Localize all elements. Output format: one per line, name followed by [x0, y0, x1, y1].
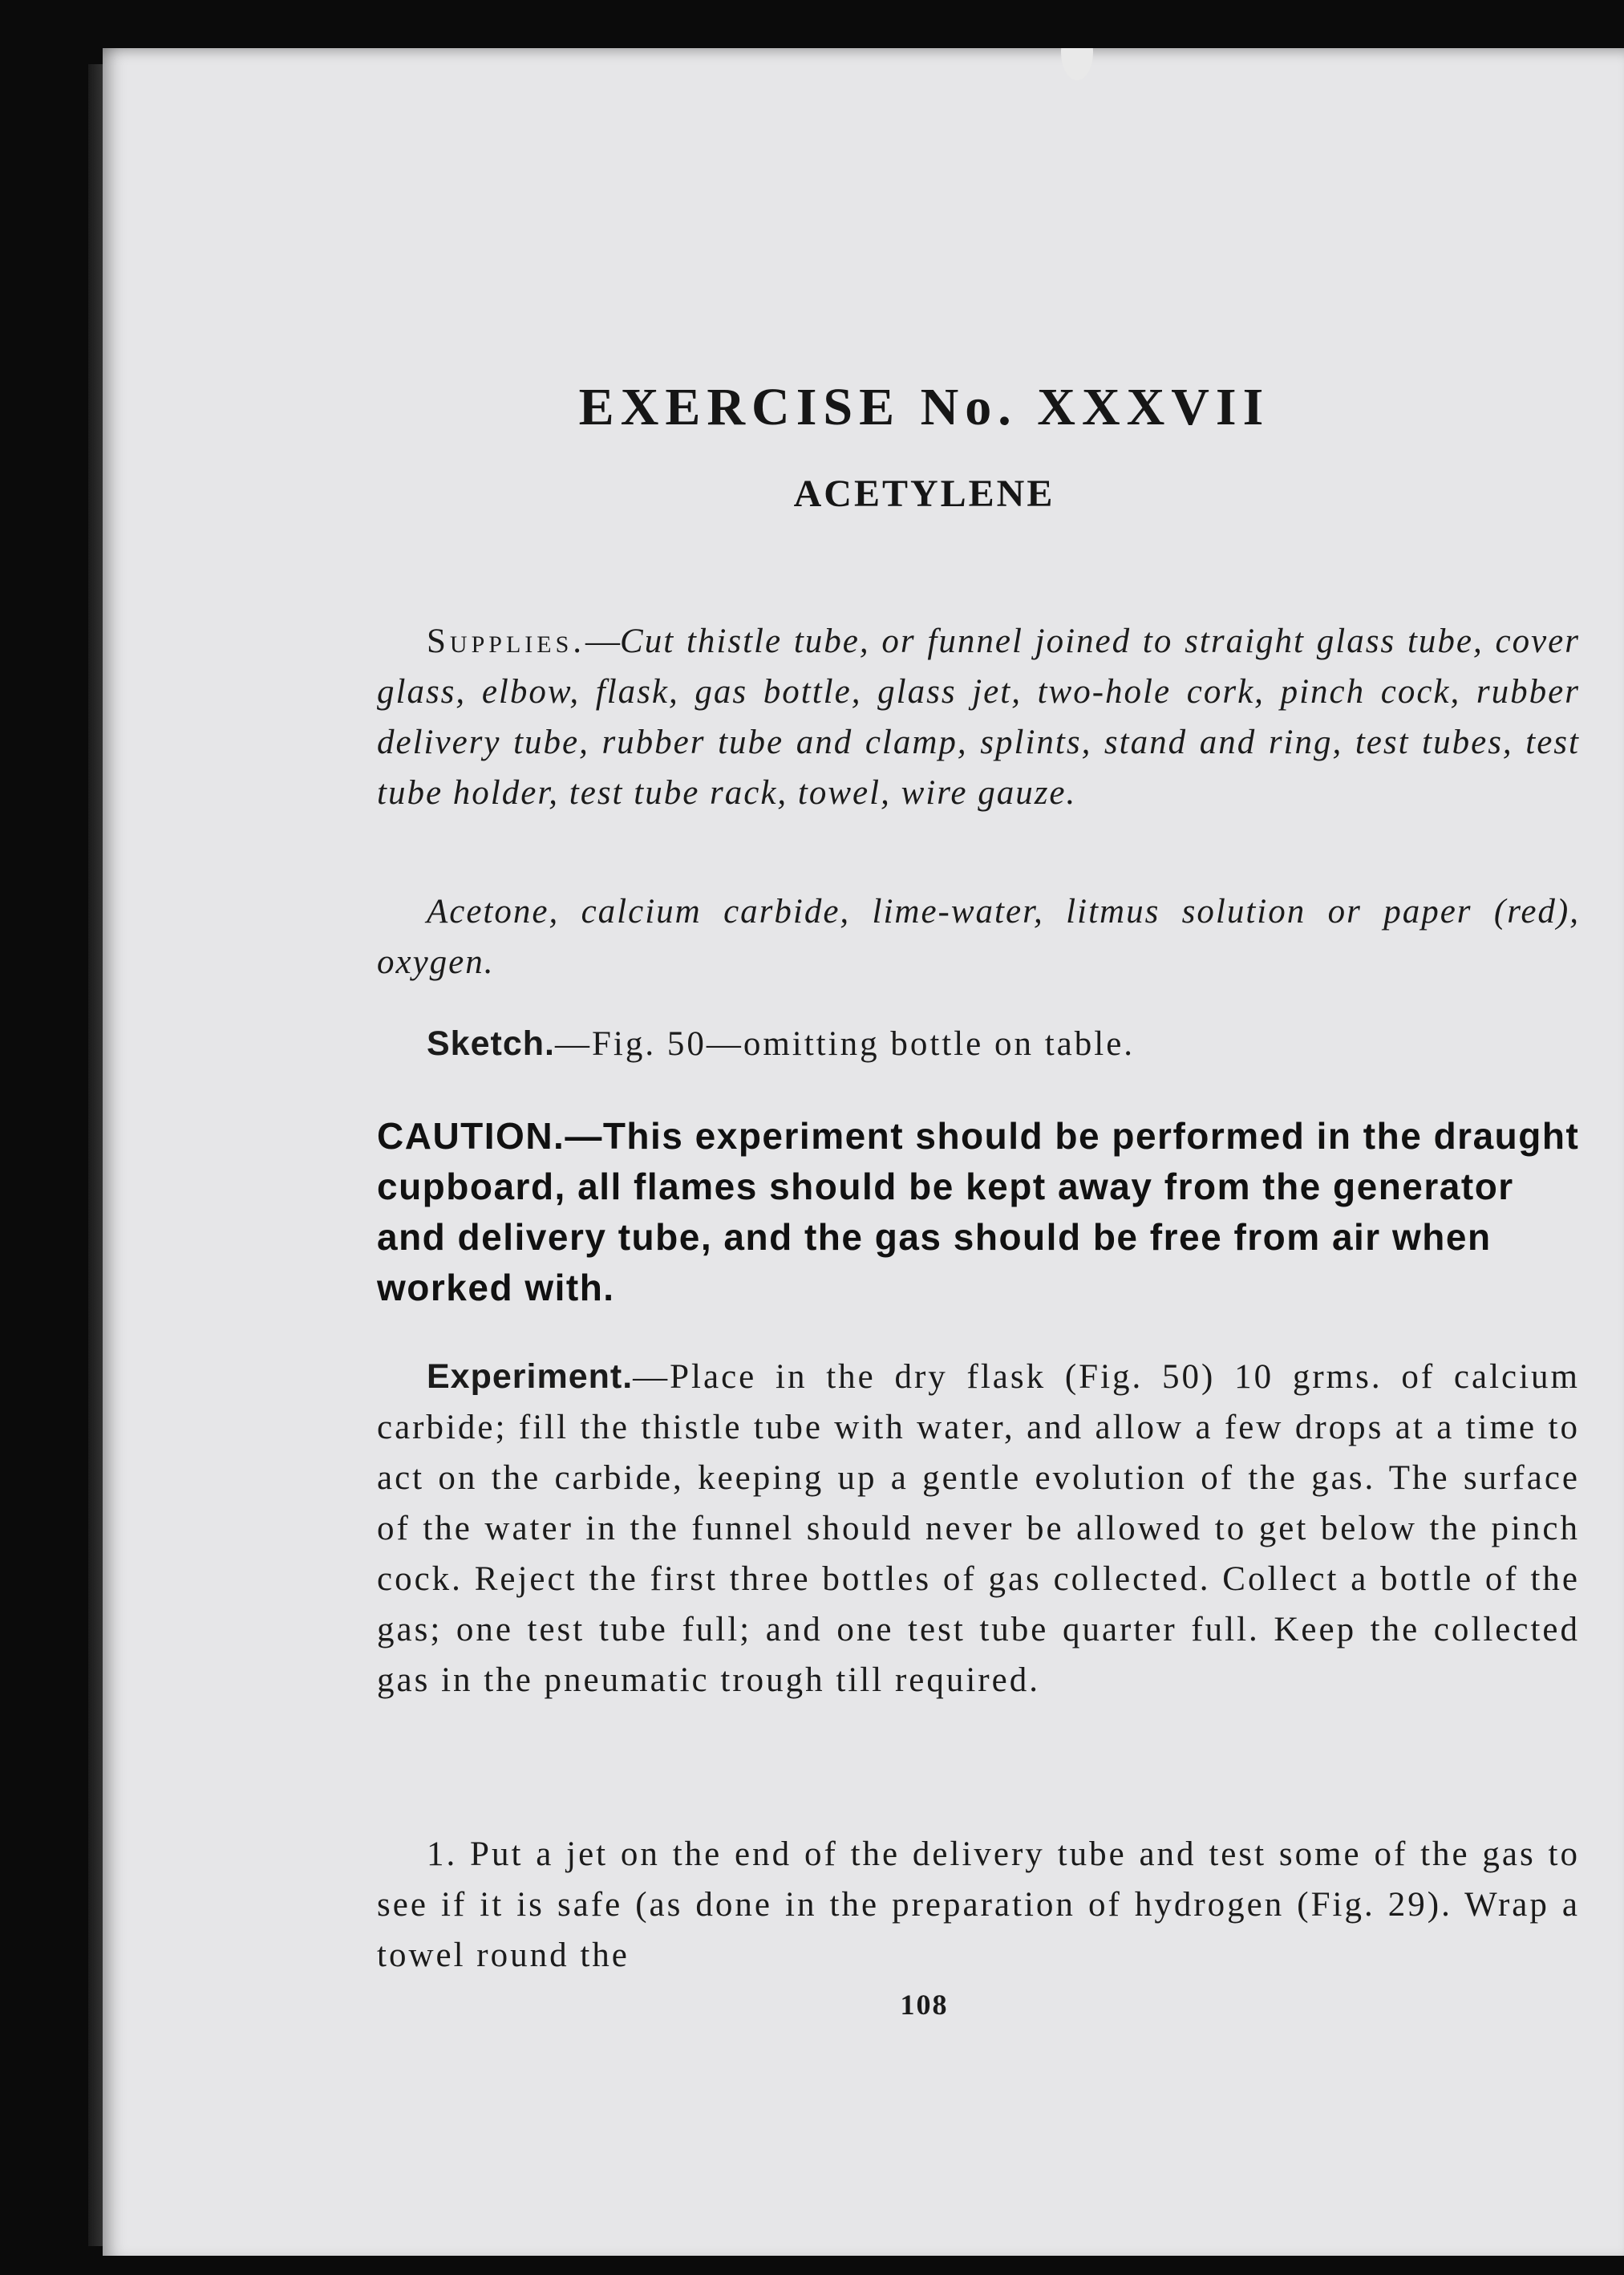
paper-tear: [1061, 48, 1093, 80]
step-1-paragraph: [377, 1829, 1580, 1981]
sketch-heading: Sketch.: [427, 1024, 555, 1063]
exercise-title: EXERCISE No. XXXVII: [578, 378, 1270, 436]
sketch-text: —Fig. 50—omitting bottle on table.: [554, 1025, 1136, 1063]
chemicals-paragraph: [377, 886, 1580, 987]
caution-paragraph: [377, 1111, 1580, 1313]
caution-heading: CAUTION.: [377, 1115, 565, 1157]
experiment-heading: Experiment.: [427, 1357, 634, 1396]
supplies-heading: Supplies.: [427, 622, 586, 660]
chemicals-list: Acetone, calcium carbide, lime-water, litmus solution or paper (red), oxygen.: [377, 893, 1580, 981]
experiment-text: —Place in the dry flask (Fig. 50) 10 grms. of calcium carbide; fill the thistle tube with water, and allow a few drops at a time to act on the carbide, keeping up a gentle evolution of the gas. The surface of the water in the funnel should never be allowed to get below the pinch cock. Reject the first three bottles of gas collected. Collect a bottle of the gas; one test tube full; and one test tube quarter full. Keep the collected gas in the pneumatic trough till required.: [377, 1358, 1580, 1699]
sketch-paragraph: [377, 1019, 1580, 1069]
exercise-subtitle: ACETYLENE: [793, 472, 1055, 515]
supplies-dash: —: [585, 622, 621, 660]
caution-text: —This experiment should be performed in the draught cupboard, all flames should be kept away from the generator and delivery tube, and the gas should be free from air when worked with.: [377, 1115, 1580, 1308]
step-1-text: 1. Put a jet on the end of the delivery tube and test some of the gas to see if it is safe (as done in the preparation of hydrogen (Fig. 29). Wrap a towel round the: [377, 1835, 1580, 1974]
page-number: 108: [900, 1989, 949, 2021]
experiment-paragraph: [377, 1352, 1580, 1705]
supplies-paragraph: [377, 616, 1580, 818]
supplies-list: Cut thistle tube, or funnel joined to straight glass tube, cover glass, elbow, flask, gas bottle, glass jet, two-hole cork, pinch cock, rubber delivery tube, rubber tube and clamp, splints, stand and ring, test tubes, test tube holder, test tube rack, towel, wire gauze.: [377, 622, 1580, 812]
